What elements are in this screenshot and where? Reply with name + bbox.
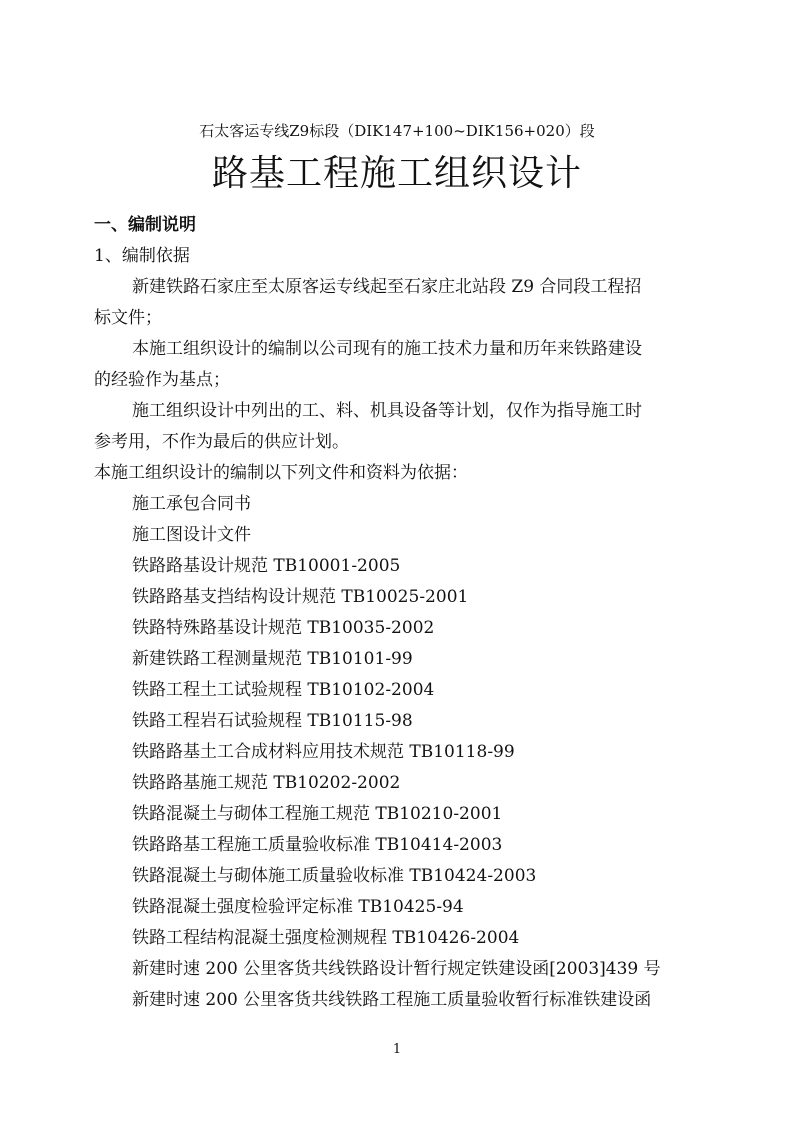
reference-item: 铁路路基支挡结构设计规范 TB10025-2001 <box>132 587 469 607</box>
paragraph-2-line-2: 的经验作为基点； <box>94 370 230 390</box>
reference-item: 铁路工程结构混凝土强度检测规程 TB10426-2004 <box>132 928 520 948</box>
reference-item: 施工承包合同书 <box>132 494 251 514</box>
reference-item: 铁路路基设计规范 TB10001-2005 <box>132 556 401 576</box>
paragraph-2-line-1: 本施工组织设计的编制以公司现有的施工技术力量和历年来铁路建设 <box>132 339 642 359</box>
reference-item: 铁路工程岩石试验规程 TB10115-98 <box>132 711 413 731</box>
reference-item: 施工图设计文件 <box>132 525 251 545</box>
reference-item: 新建时速 200 公里客货共线铁路工程施工质量验收暂行标准铁建设函 <box>132 990 652 1010</box>
paragraph-3-line-1: 施工组织设计中列出的工、料、机具设备等计划，仅作为指导施工时 <box>132 401 642 421</box>
paragraph-1-line-1: 新建铁路石家庄至太原客运专线起至石家庄北站段 Z9 合同段工程招 <box>132 277 642 297</box>
list-intro: 本施工组织设计的编制以下列文件和资料为依据： <box>94 463 468 483</box>
reference-item: 铁路路基工程施工质量验收标准 TB10414-2003 <box>132 835 503 855</box>
reference-item: 铁路特殊路基设计规范 TB10035-2002 <box>132 618 435 638</box>
reference-item: 铁路混凝土强度检验评定标准 TB10425-94 <box>132 897 464 917</box>
document-body <box>94 210 706 1016</box>
paragraph-3-line-2: 参考用，不作为最后的供应计划。 <box>94 432 349 452</box>
reference-item: 新建时速 200 公里客货共线铁路设计暂行规定铁建设函[2003]439 号 <box>132 959 661 979</box>
reference-item: 铁路混凝土与砌体工程施工规范 TB10210-2001 <box>132 804 503 824</box>
page-number: 1 <box>392 1042 402 1057</box>
reference-item: 铁路工程土工试验规程 TB10102-2004 <box>132 680 435 700</box>
document-title: 路基工程施工组织设计 <box>211 153 582 194</box>
reference-item: 铁路路基施工规范 TB10202-2002 <box>132 773 401 793</box>
subsection-heading: 1、编制依据 <box>94 246 190 266</box>
reference-item: 新建铁路工程测量规范 TB10101-99 <box>132 649 413 669</box>
document-subtitle: 石太客运专线Z9标段（DIK147+100~DIK156+020）段 <box>199 122 595 140</box>
reference-item: 铁路混凝土与砌体施工质量验收标准 TB10424-2003 <box>132 866 537 886</box>
paragraph-1-line-2: 标文件； <box>94 308 162 328</box>
section-heading: 一、编制说明 <box>94 215 196 235</box>
reference-item: 铁路路基土工合成材料应用技术规范 TB10118-99 <box>132 742 515 762</box>
